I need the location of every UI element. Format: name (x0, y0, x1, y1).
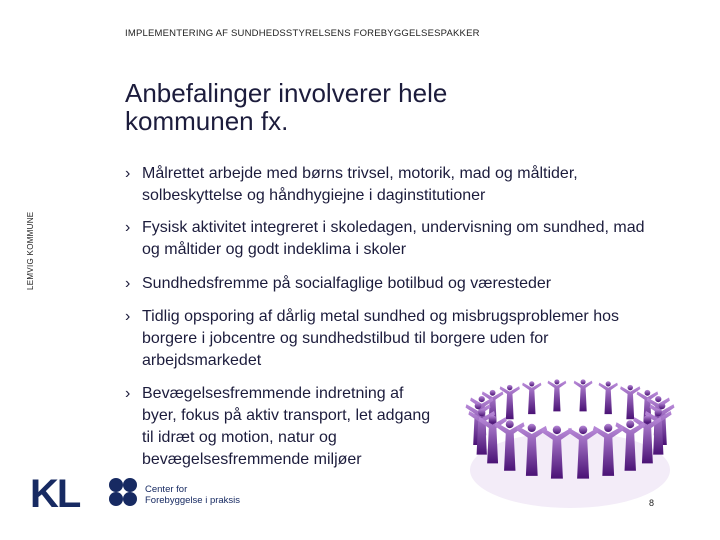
municipality-side-label: LEMVIG KOMMUNE (26, 211, 35, 290)
cfp-line-1: Center for (145, 484, 188, 495)
person-head (644, 415, 652, 423)
list-item (125, 383, 442, 471)
person-head (506, 420, 514, 428)
list-item-text: Sundhedsfremme på socialfaglige botilbud og væresteder (142, 275, 552, 292)
person-head (655, 396, 661, 402)
person-head (554, 379, 559, 384)
person-figure (522, 383, 541, 414)
person-head (528, 424, 536, 432)
person-head (579, 426, 587, 434)
person-head (490, 390, 496, 396)
list-item-text: Tidlig opsporing af dårlig metal sundhed og misbrugsproblemer hos borgere i jobcentre og sundhedstilbud til borgere uden for arbejdsmarkedet (142, 308, 619, 369)
person-figure (500, 386, 520, 419)
chevron-right-icon: › (125, 219, 131, 236)
presentation-header: IMPLEMENTERING AF SUNDHEDSSTYRELSENS FOREBYGGELSESPAKKER (125, 28, 480, 39)
clover-icon (108, 477, 138, 507)
slide-title-line-2: kommunen fx. (125, 106, 289, 136)
list-item (125, 217, 655, 261)
person-head (659, 403, 666, 410)
person-figure (548, 381, 567, 412)
person-head (604, 424, 612, 432)
list-item-text: Fysisk aktivitet integreret i skoledagen, undervisning om sundhed, mad og måltider og godt indeklima i skoler (142, 219, 645, 258)
person-head (644, 390, 650, 396)
slide-title-line-1: Anbefalinger involverer hele (125, 78, 448, 108)
list-item-text: Bevægelsesfremmende indretning af byer, fokus på aktiv transport, let adgang til idræt og motion, natur og bevægelsesfremmende miljøer (142, 385, 431, 468)
cfp-line-2: Forebyggelse i praksis (145, 495, 241, 506)
slide-title (125, 79, 447, 135)
chevron-right-icon: › (125, 165, 131, 182)
person-head (655, 409, 662, 416)
kl-logo: KL (30, 472, 80, 516)
person-figure (599, 383, 618, 414)
person-head (628, 385, 633, 390)
person-head (553, 426, 561, 434)
person-figure (574, 381, 593, 412)
chevron-right-icon: › (125, 308, 131, 325)
person-head (478, 409, 485, 416)
chevron-right-icon: › (125, 385, 131, 402)
list-item (125, 163, 655, 207)
person-head (479, 396, 485, 402)
people-circle-illustration (462, 350, 677, 520)
person-head (626, 420, 634, 428)
person-figure (620, 386, 640, 419)
center-for-forebyggelse-logo-text (145, 484, 240, 506)
person-head (507, 385, 512, 390)
person-head (529, 381, 534, 386)
floor-shadow (470, 432, 670, 508)
person-head (475, 403, 482, 410)
person-head (606, 381, 611, 386)
person-head (581, 379, 586, 384)
chevron-right-icon: › (125, 275, 131, 292)
page-number: 8 (649, 498, 655, 508)
list-item-text: Målrettet arbejde med børns trivsel, motorik, mad og måltider, solbeskyttelse og håndhygiejne i daginstitutioner (142, 165, 578, 204)
person-head (489, 415, 497, 423)
list-item (125, 273, 655, 295)
